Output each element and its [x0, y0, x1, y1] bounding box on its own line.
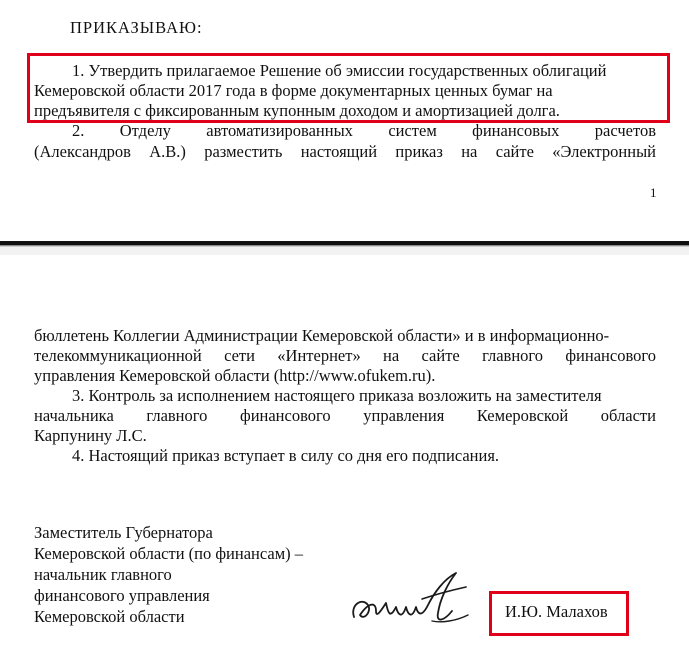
word: финансового [240, 406, 331, 425]
item-3-line-2 [34, 405, 656, 426]
item-2-line-1 [72, 120, 656, 141]
item-4-line: 4. Настоящий приказ вступает в силу со дня его подписания. [72, 446, 500, 465]
signatory-line-5: Кемеровской области [34, 607, 185, 626]
highlight-box-signer-name [489, 591, 629, 636]
word: области [600, 406, 656, 425]
word: настоящий [300, 142, 378, 161]
word: Кемеровской [476, 406, 569, 425]
word: на [383, 346, 400, 365]
signatory-line-3: начальник главного [34, 565, 172, 584]
handwritten-signature [348, 565, 478, 635]
word: 2. [72, 121, 85, 140]
item-1-line-1: 1. Утвердить прилагаемое Решение об эмиссии государственных облигаций [72, 61, 607, 80]
word: начальника [34, 406, 114, 425]
word: финансового [565, 346, 656, 365]
order-heading: ПРИКАЗЫВАЮ: [70, 18, 203, 37]
item-3-line-1: 3. Контроль за исполнением настоящего приказа возложить на заместителя [72, 386, 602, 405]
word: Отделу [119, 121, 171, 140]
word: главного [482, 346, 544, 365]
item-1-line-2: Кемеровской области 2017 года в форме документарных ценных бумаг на [34, 81, 553, 100]
word: «Интернет» [277, 346, 361, 365]
word: на [461, 142, 478, 161]
word: управления [363, 406, 445, 425]
word: разместить [204, 142, 283, 161]
item-2-cont-line-2 [34, 345, 656, 366]
item-2-line-2 [34, 141, 656, 162]
word: главного [146, 406, 208, 425]
word: сети [224, 346, 255, 365]
item-2-cont-line-3: управления Кемеровской области (http://www.ofukem.ru). [34, 366, 436, 385]
word: автоматизированных [206, 121, 353, 140]
word: систем [388, 121, 437, 140]
word: приказ [395, 142, 443, 161]
signatory-line-2: Кемеровской области (по финансам) – [34, 544, 304, 563]
signer-name: И.Ю. Малахов [505, 602, 608, 621]
item-1-line-3: предъявителя с фиксированным купонным доходом и амортизацией долга. [34, 101, 560, 120]
page-break-divider [0, 241, 689, 255]
highlight-box-item-1 [27, 53, 670, 123]
word: сайте [495, 142, 534, 161]
item-3-line-3: Карпунину Л.С. [34, 426, 147, 445]
signatory-line-1: Заместитель Губернатора [34, 523, 213, 542]
word: финансовых [472, 121, 560, 140]
word: «Электронный [552, 142, 656, 161]
word: телекоммуникационной [34, 346, 202, 365]
word: А.В.) [149, 142, 186, 161]
word: расчетов [594, 121, 656, 140]
signatory-line-4: финансового управления [34, 586, 210, 605]
page-number: 1 [650, 185, 657, 200]
item-2-cont-line-1: бюллетень Коллегии Администрации Кемеровской области» и в информационно- [34, 326, 610, 345]
word: (Александров [34, 142, 131, 161]
word: сайте [421, 346, 460, 365]
